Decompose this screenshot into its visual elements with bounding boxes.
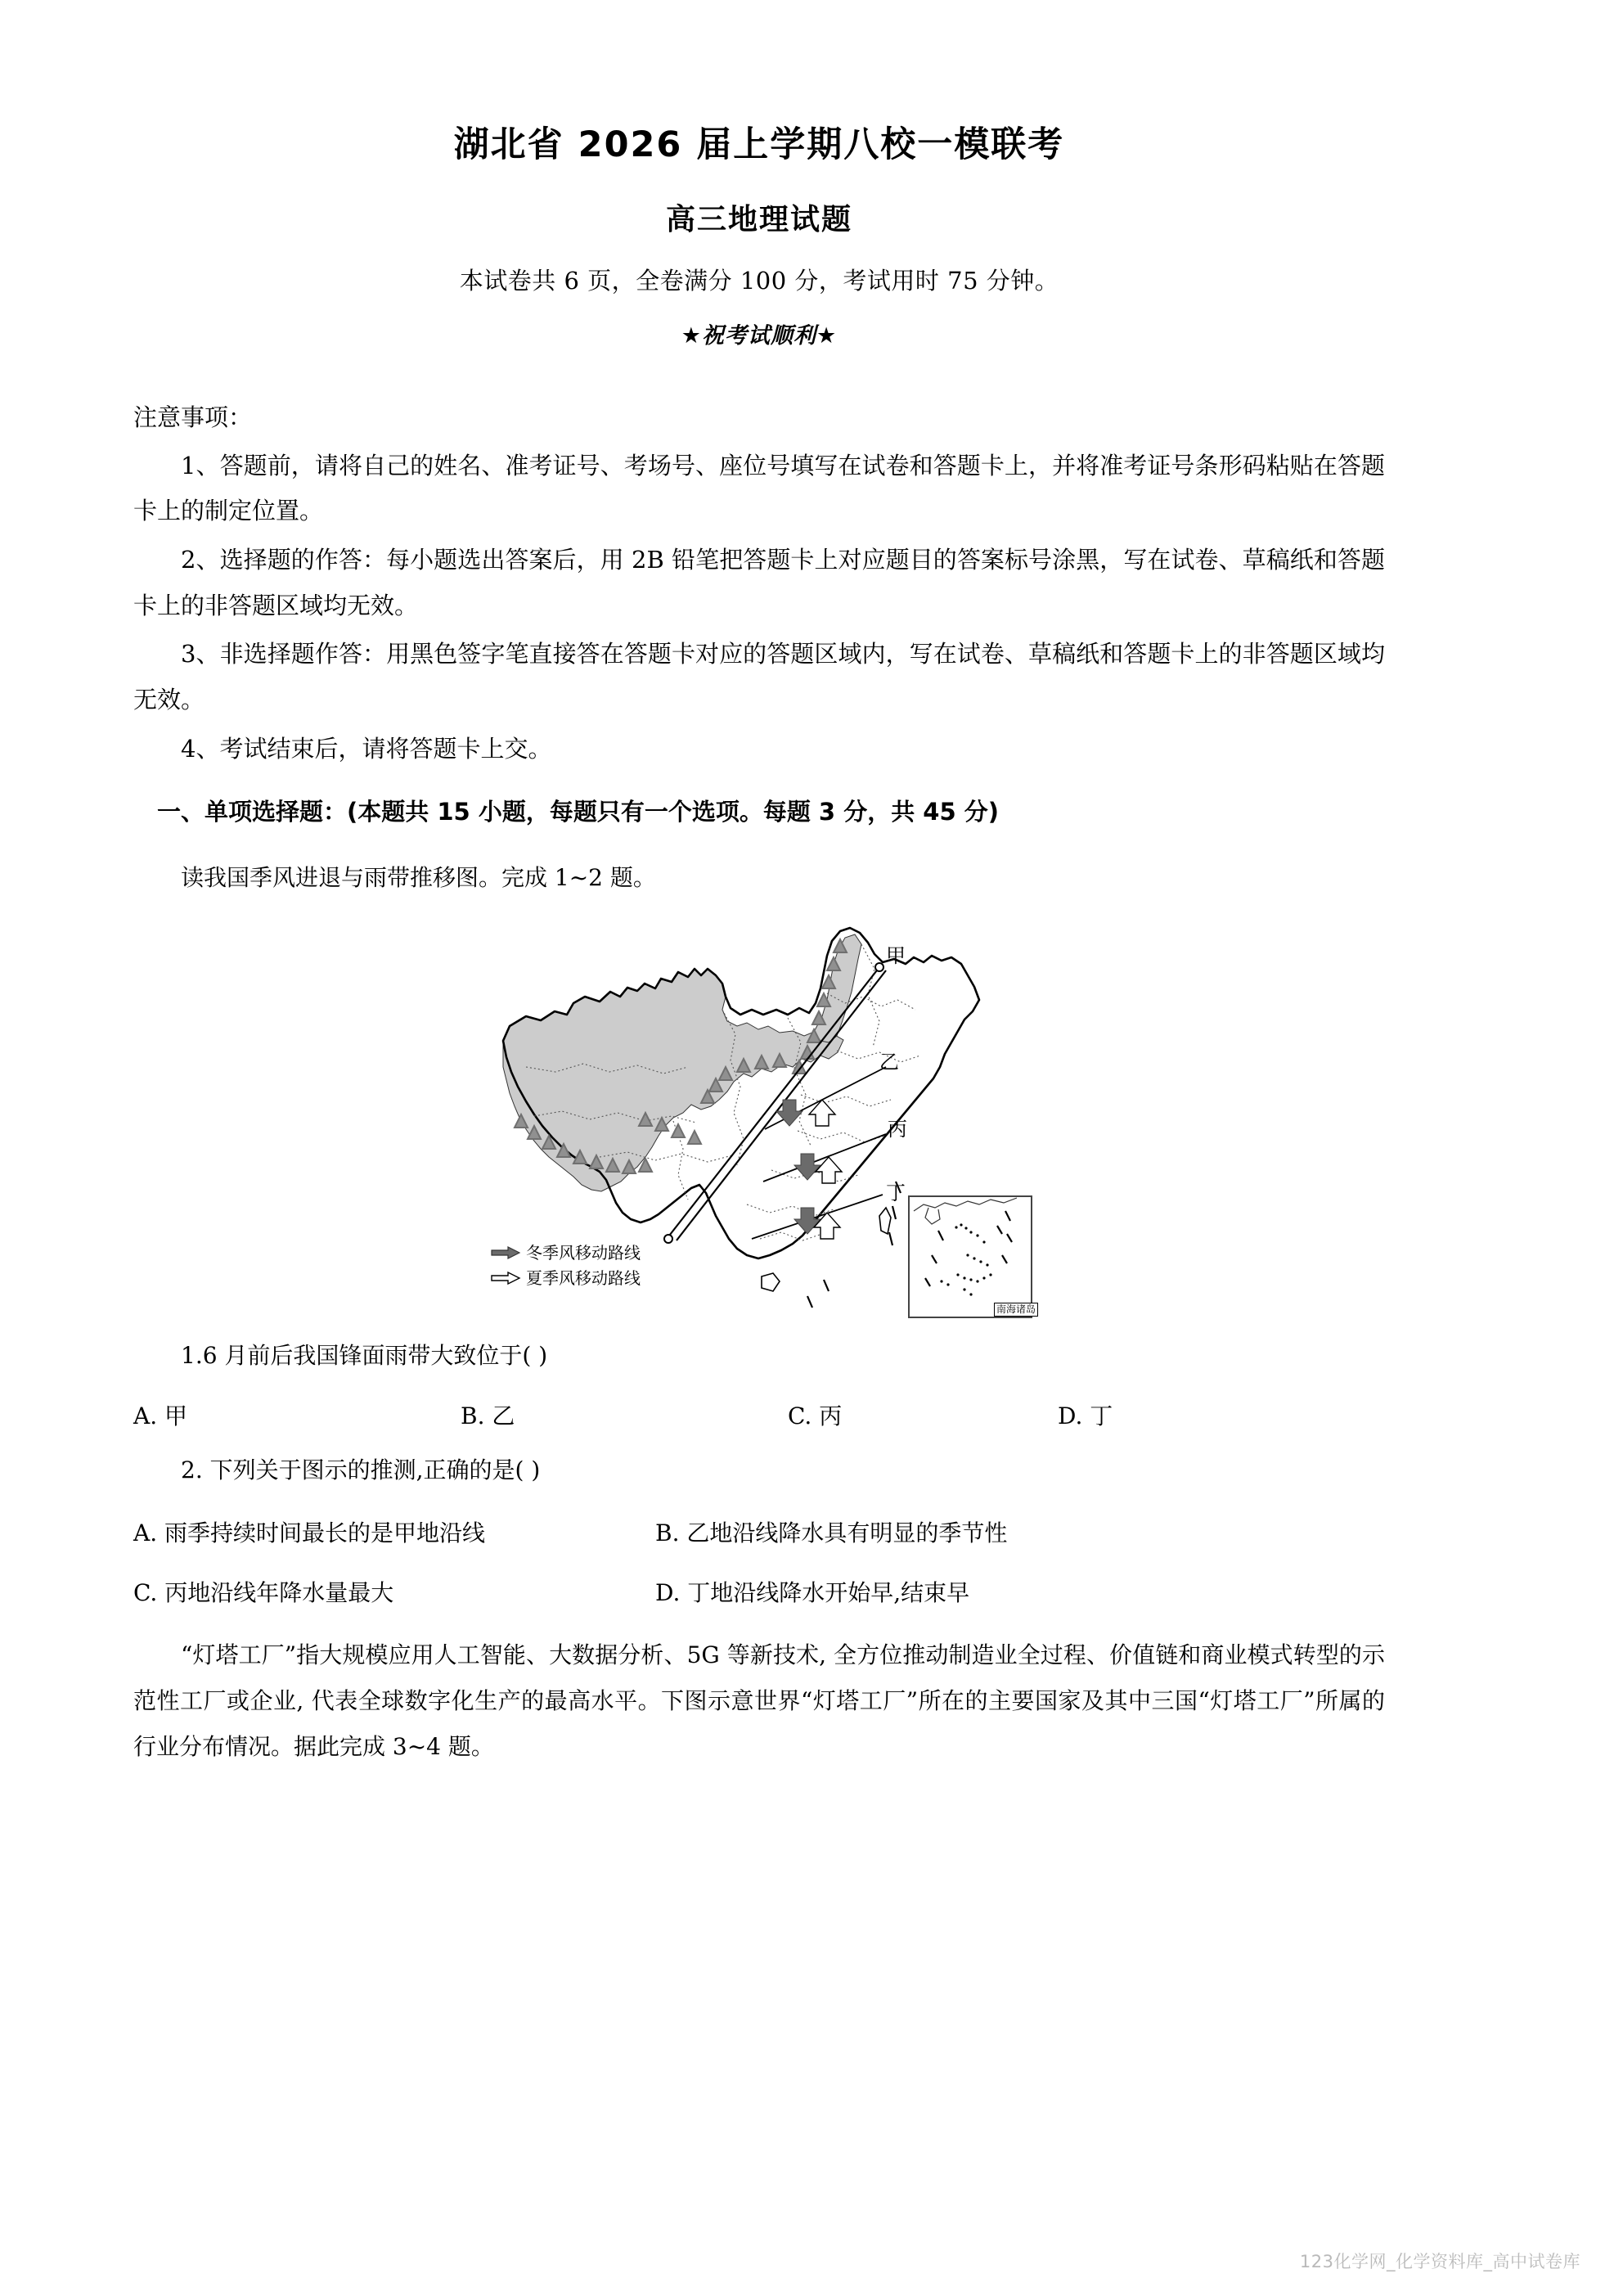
question-1-text: 1.6 月前后我国锋面雨带大致位于( ) (181, 1341, 548, 1369)
notice-item: 4、考试结束后，请将答题卡上交。 (181, 734, 552, 763)
stem-questions-1-2: 读我国季风进退与雨带推移图。完成 1~2 题。 (181, 864, 656, 892)
section-one-detail: (本题共 15 小题，每题只有一个选项。每题 3 分，共 45 分) (347, 798, 999, 826)
option-d[interactable]: D. 丁地沿线降水开始早,结束早 (655, 1579, 970, 1607)
summer-arrow-icon (490, 1270, 523, 1286)
option-a[interactable]: A. 雨季持续时间最长的是甲地沿线 (133, 1519, 486, 1546)
question-2-options-row-2 (133, 1573, 1385, 1613)
notice-item: 3、非选择题作答：用黑色签字笔直接答在答题卡对应的答题区域内，写在试卷、草稿纸和答题卡上的非答题区域均无效。 (133, 640, 1385, 714)
section-one-label: 一、单项选择题： (157, 798, 348, 826)
page-content (133, 0, 1385, 1770)
legend-row-summer (490, 1266, 641, 1291)
map-label-jia: 甲 (886, 943, 906, 967)
notices-heading: 注意事项： (133, 403, 253, 431)
page-title: 湖北省 2026 届上学期八校一模联考 (453, 124, 1065, 165)
winter-arrow-icon (490, 1245, 523, 1261)
map-label-yi: 乙 (879, 1050, 899, 1074)
map-label-bing: 丙 (888, 1117, 907, 1141)
question-2-options-row-1 (133, 1514, 1385, 1553)
question-1-options (133, 1397, 1385, 1436)
option-b[interactable]: B. 乙地沿线降水具有明显的季节性 (655, 1519, 1008, 1546)
map-legend (490, 1240, 641, 1291)
legend-row-winter (490, 1240, 641, 1266)
monsoon-arrow-pair-bing (794, 1154, 842, 1183)
figure-monsoon-map (133, 912, 1385, 1321)
map-container (477, 912, 1041, 1321)
hainan-island (762, 1273, 780, 1291)
legend-label-summer: 夏季风移动路线 (526, 1267, 641, 1288)
section-one-header (133, 790, 1385, 835)
option-d[interactable]: D. 丁 (1058, 1402, 1113, 1429)
footer-watermark: 123化学网_化学资料库_高中试卷库 (1299, 2252, 1580, 2271)
passage-lighthouse-factory: “灯塔工厂”指大规模应用人工智能、大数据分析、5G 等新技术, 全方位推动制造业全过程、价值链和商业模式转型的示范性工厂或企业, 代表全球数字化生产的最高水平。下图示意世界“灯塔工厂”所在的主要国家及其中三国“灯塔工厂”所属的行业分布情况。据此完成 3~4 题。 (133, 1641, 1385, 1760)
legend-label-winter: 冬季风移动路线 (526, 1242, 641, 1263)
inset-caption-nanhai: 南海诸岛 (994, 1303, 1038, 1317)
option-c[interactable]: C. 丙 (788, 1402, 843, 1429)
exam-meta-line: 本试卷共 6 页，全卷满分 100 分，考试用时 75 分钟。 (459, 266, 1059, 295)
map-label-ding: 丁 (886, 1181, 906, 1204)
inset-box (909, 1196, 1032, 1317)
monsoon-arrow-pair-yi (776, 1100, 835, 1126)
front-line-ding (752, 1195, 883, 1239)
good-luck-line: ★祝考试顺利★ (681, 322, 838, 349)
notice-item: 1、答题前，请将自己的姓名、准考证号、考场号、座位号填写在试卷和答题卡上，并将准考证号条形码粘贴在答题卡上的制定位置。 (133, 451, 1385, 525)
notice-item: 2、选择题的作答：每小题选出答案后，用 2B 铅笔把答题卡上对应题目的答案标号涂黑，写在试卷、草稿纸和答题卡上的非答题区域均无效。 (133, 546, 1385, 619)
monsoon-arrow-pair-ding (794, 1208, 840, 1239)
option-c[interactable]: C. 丙地沿线年降水量最大 (133, 1579, 394, 1607)
option-a[interactable]: A. 甲 (133, 1402, 188, 1429)
page-subtitle: 高三地理试题 (665, 202, 852, 236)
option-b[interactable]: B. 乙 (461, 1402, 515, 1429)
taiwan-island (879, 1208, 891, 1234)
question-2-text: 2. 下列关于图示的推测,正确的是( ) (181, 1456, 541, 1484)
shaded-region (503, 969, 843, 1191)
